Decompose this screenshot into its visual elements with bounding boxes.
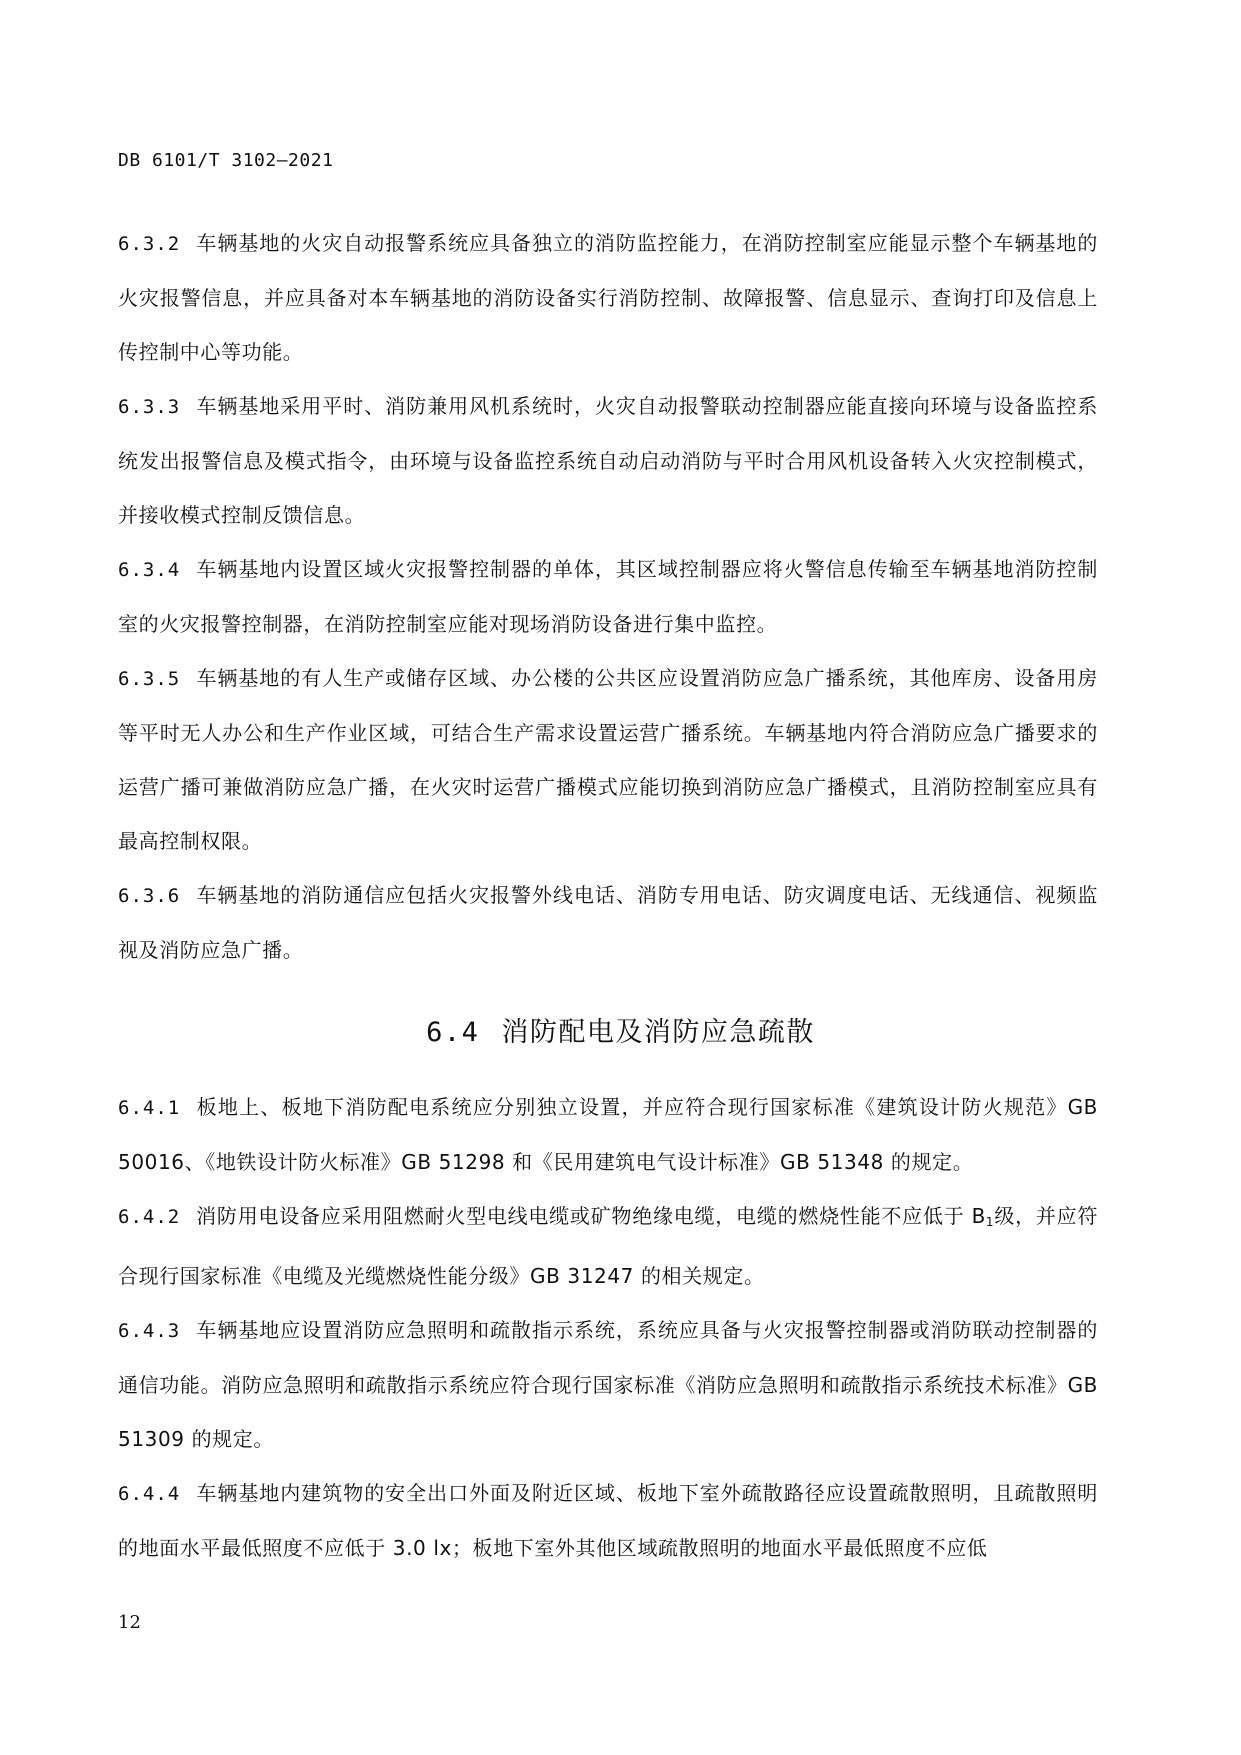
clause-text: 车辆基地采用平时、消防兼用风机系统时，火灾自动报警联动控制器应能直接向环境与设备监控系统发出报警信息及模式指令，由环境与设备监控系统自动启动消防与平时合用风机设备转入火灾控制模式，并接收模式控制反馈信息。	[118, 394, 1098, 527]
clause-6-4-2	[118, 1189, 1098, 1303]
clause-number: 6.3.5	[118, 668, 181, 690]
clause-number: 6.4.4	[118, 1483, 181, 1505]
clause-text: 板地上、板地下消防配电系统应分别独立设置，并应符合现行国家标准《建筑设计防火规范》GB 50016、《地铁设计防火标准》GB 51298 和《民用建筑电气设计标准》GB 51348 的规定。	[118, 1095, 1098, 1174]
clause-6-4-1	[118, 1080, 1098, 1189]
clause-text: 车辆基地的火灾自动报警系统应具备独立的消防监控能力，在消防控制室应能显示整个车辆基地的火灾报警信息，并应具备对本车辆基地的消防设备实行消防控制、故障报警、信息显示、查询打印及信息上传控制中心等功能。	[118, 231, 1098, 364]
clause-number: 6.3.3	[118, 396, 181, 418]
clause-text: 车辆基地内建筑物的安全出口外面及附近区域、板地下室外疏散路径应设置疏散照明，且疏散照明的地面水平最低照度不应低于 3.0 lx；板地下室外其他区域疏散照明的地面水平最低照度不应低	[118, 1481, 1098, 1560]
section-title-text: 消防配电及消防应急疏散	[501, 1017, 815, 1048]
subscript-one: 1	[985, 1215, 995, 1229]
clause-text: 车辆基地的消防通信应包括火灾报警外线电话、消防专用电话、防灾调度电话、无线通信、视频监视及消防应急广播。	[118, 883, 1098, 962]
clause-text: 车辆基地的有人生产或储存区域、办公楼的公共区应设置消防应急广播系统，其他库房、设备用房等平时无人办公和生产作业区域，可结合生产需求设置运营广播系统。车辆基地内符合消防应急广播要求的运营广播可兼做消防应急广播，在火灾时运营广播模式应能切换到消防应急广播模式，且消防控制室应具有最高控制权限。	[118, 666, 1098, 853]
clause-6-3-6	[118, 868, 1098, 977]
clause-number: 6.3.6	[118, 885, 181, 907]
clause-text: 车辆基地应设置消防应急照明和疏散指示系统，系统应具备与火灾报警控制器或消防联动控制器的通信功能。消防应急照明和疏散指示系统应符合现行国家标准《消防应急照明和疏散指示系统技术标准》GB 51309 的规定。	[118, 1318, 1098, 1451]
section-number: 6.4	[426, 1017, 480, 1048]
clause-text-part-a: 消防用电设备应采用阻燃耐火型电线电缆或矿物绝缘电缆，电缆的燃烧性能不应低于 B	[196, 1204, 986, 1228]
clause-text: 车辆基地内设置区域火灾报警控制器的单体，其区域控制器应将火警信息传输至车辆基地消防控制室的火灾报警控制器，在消防控制室应能对现场消防设备进行集中监控。	[118, 557, 1098, 636]
clause-text-part-b: 级，并应符合现行国家标准《电缆及光缆燃烧性能分级》GB 31247 的相关规定。	[118, 1204, 1098, 1288]
clause-6-4-4	[118, 1466, 1098, 1575]
clause-6-3-2	[118, 216, 1098, 379]
clause-6-3-5	[118, 651, 1098, 868]
clause-6-3-4	[118, 542, 1098, 651]
clause-number: 6.3.2	[118, 233, 181, 255]
clause-6-4-3	[118, 1303, 1098, 1466]
clause-number: 6.4.2	[118, 1206, 181, 1228]
clause-6-3-3	[118, 379, 1098, 542]
section-6-3-body	[118, 216, 1098, 977]
clause-number: 6.4.3	[118, 1320, 181, 1342]
section-heading-6-4	[0, 1010, 1241, 1049]
section-6-4-body	[118, 1080, 1098, 1575]
document-header: DB 6101/T 3102—2021	[118, 150, 334, 171]
clause-number: 6.3.4	[118, 559, 181, 581]
clause-number: 6.4.1	[118, 1097, 181, 1119]
page-number: 12	[118, 1612, 141, 1633]
